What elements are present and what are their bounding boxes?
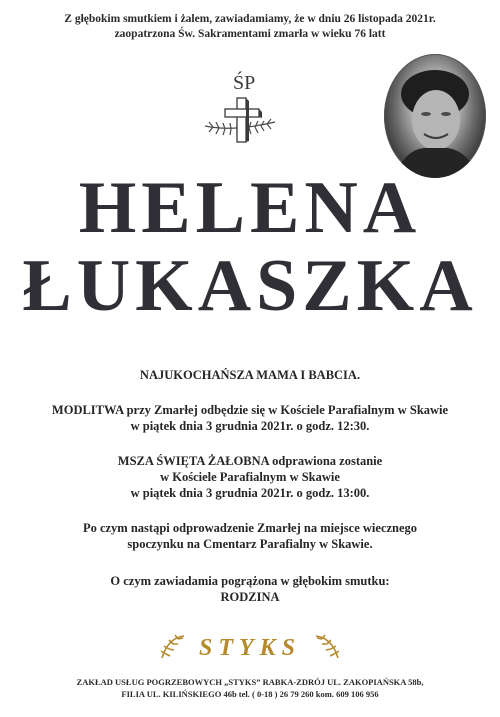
prayer-line-2: w piątek dnia 3 grudnia 2021r. o godz. 12:30.: [130, 419, 370, 433]
burial-line-2: spoczynku na Cmentarz Parafialny w Skawie.: [127, 537, 373, 551]
footer-line-1: ZAKŁAD USŁUG POGRZEBOWYCH „STYKS” RABKA-ZDRÓJ UL. ZAKOPIAŃSKA 58b,: [76, 677, 424, 687]
prayer-line-1: MODLITWA przy Zmarłej odbędzie się w Kościele Parafialnym w Skawie: [51, 403, 449, 417]
burial-line-1: Po czym nastąpi odprowadzenie Zmarłej na miejsce wiecznego: [82, 521, 418, 535]
closing-line-2: RODZINA: [220, 590, 280, 604]
headline: [0, 367, 500, 383]
portrait-photo: [384, 54, 486, 178]
footer: [0, 676, 500, 700]
name-last: ŁUKASZKA: [22, 245, 478, 327]
styks-logo: [158, 628, 342, 664]
closing-line-1: O czym zawiadamia pogrążona w głębokim smutku:: [110, 574, 390, 588]
styks-logo-text: STYKS: [198, 635, 302, 661]
cross-with-palm-icon: [203, 96, 279, 146]
intro-line-1: Z głębokim smutkiem i żalem, zawiadamiamy, że w dniu 26 listopada 2021r.: [64, 13, 436, 25]
name-first: HELENA: [78, 167, 422, 249]
sp-label: ŚP: [233, 72, 256, 94]
footer-line-2: FILIA UL. KILIŃSKIEGO 46b tel. ( 0-18 ) 26 79 260 kom. 609 106 956: [121, 689, 379, 699]
mass-line-3: w piątek dnia 3 grudnia 2021r. o godz. 13:00.: [130, 486, 370, 500]
burial-info: [0, 520, 500, 552]
headline-text: NAJUKOCHAŃSZA MAMA I BABCIA.: [139, 368, 361, 382]
mass-line-2: w Kościele Parafialnym w Skawie: [160, 470, 340, 484]
portrait-face-icon: [384, 54, 486, 178]
mass-line-1: MSZA ŚWIĘTA ŻAŁOBNA odprawiona zostanie: [117, 454, 383, 468]
prayer-info: [0, 402, 500, 434]
intro-text: [0, 12, 500, 42]
closing-info: [0, 573, 500, 605]
intro-line-2: zaopatrzona Św. Sakramentami zmarła w wieku 76 latt: [114, 28, 386, 40]
mass-info: [0, 453, 500, 501]
